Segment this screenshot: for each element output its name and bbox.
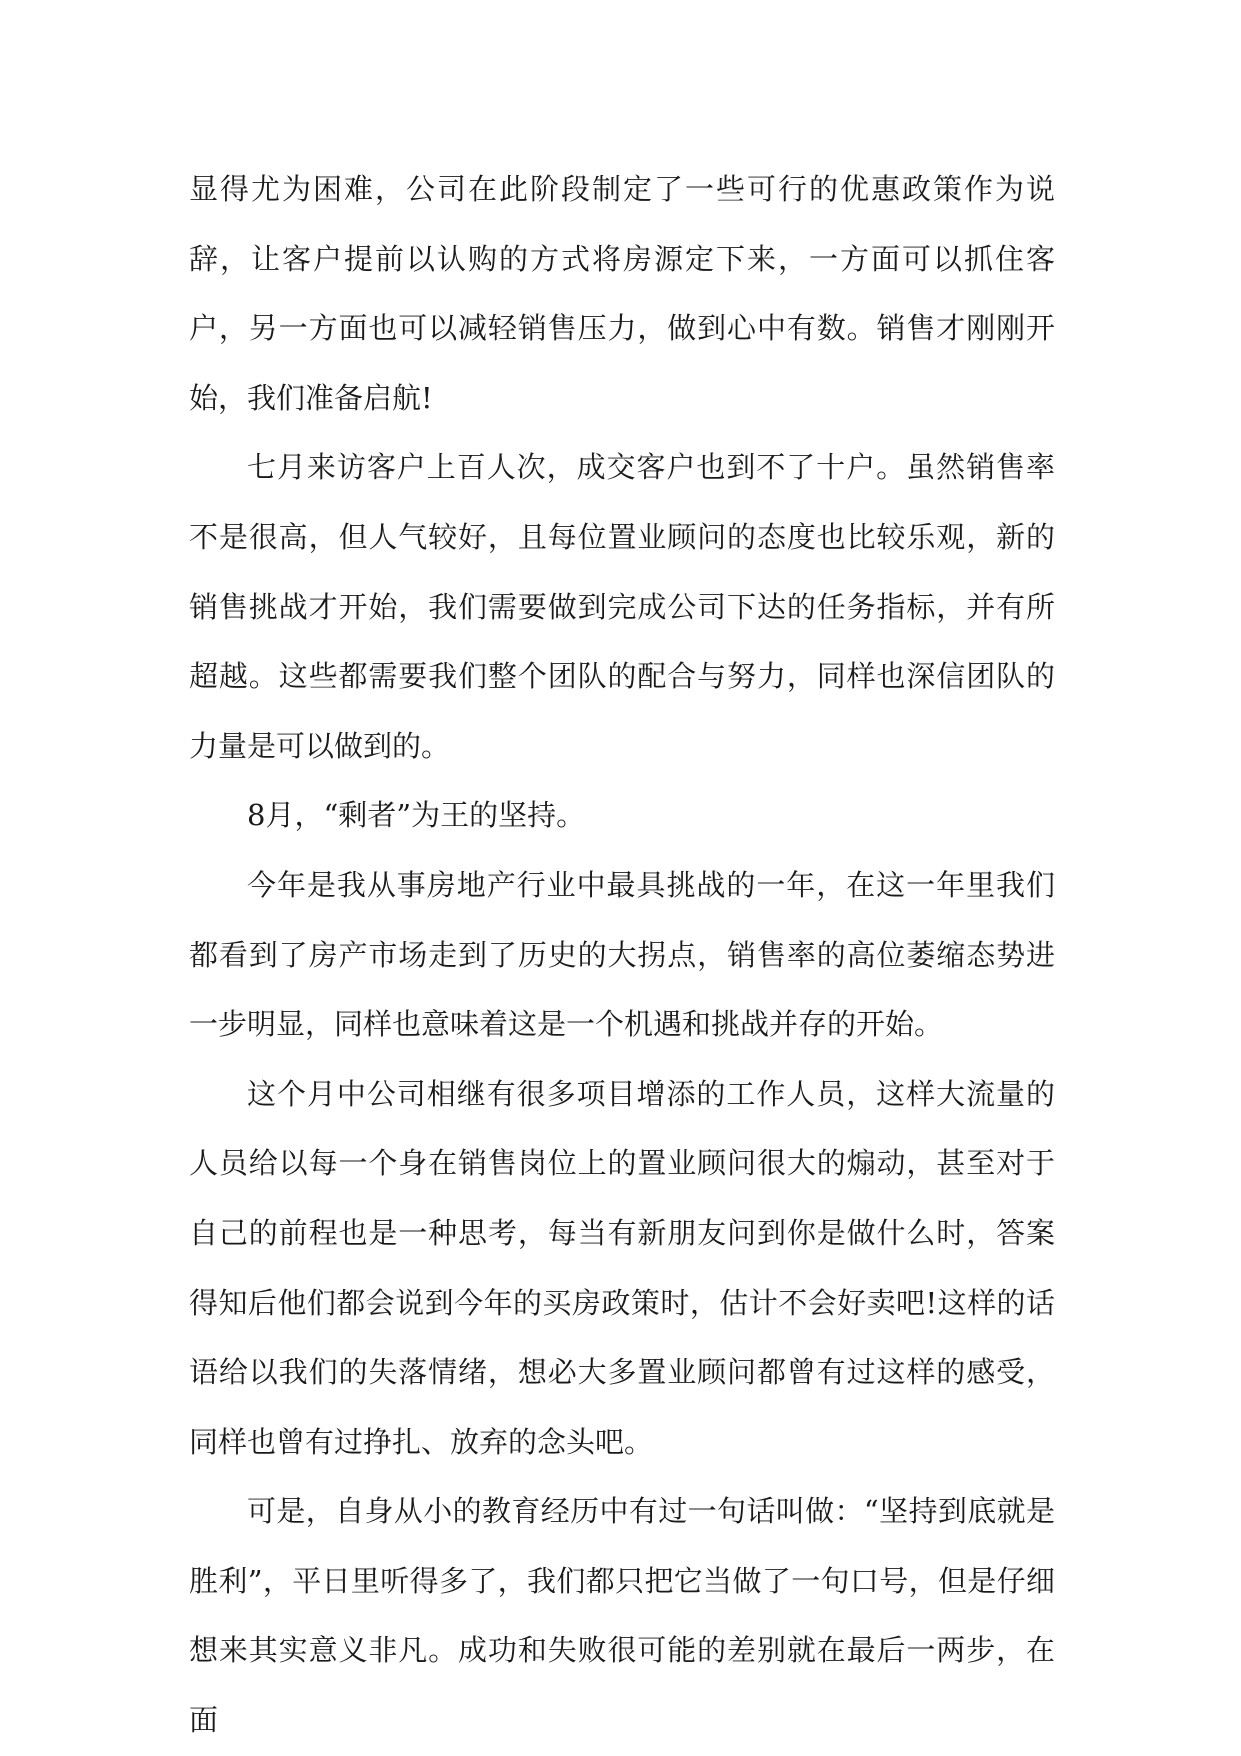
document-body <box>189 155 1055 1756</box>
paragraph-1: 显得尤为困难，公司在此阶段制定了一些可行的优惠政策作为说辞，让客户提前以认购的方式将房源定下来，一方面可以抓住客户，另一方面也可以减轻销售压力，做到心中有数。销售才刚刚开始，我们准备启航! <box>189 172 1055 415</box>
paragraph-3-heading: 8月，“剩者”为王的坚持。 <box>247 798 586 833</box>
paragraph-2: 七月来访客户上百人次，成交客户也到不了十户。虽然销售率不是很高，但人气较好，且每位置业顾问的态度也比较乐观，新的销售挑战才开始，我们需要做到完成公司下达的任务指标，并有所超越。这些都需要我们整个团队的配合与努力，同样也深信团队的力量是可以做到的。 <box>189 450 1055 763</box>
paragraph-4: 今年是我从事房地产行业中最具挑战的一年，在这一年里我们都看到了房产市场走到了历史的大拐点，销售率的高位萎缩态势进一步明显，同样也意味着这是一个机遇和挑战并存的开始。 <box>189 867 1055 1042</box>
paragraph-6: 可是，自身从小的教育经历中有过一句话叫做：“坚持到底就是胜利”，平日里听得多了，我们都只把它当做了一句口号，但是仔细想来其实意义非凡。成功和失败很可能的差别就在最后一两步，在面 <box>189 1494 1055 1738</box>
paragraph-5: 这个月中公司相继有很多项目增添的工作人员，这样大流量的人员给以每一个身在销售岗位上的置业顾问很大的煽动，甚至对于自己的前程也是一种思考，每当有新朋友问到你是做什么时，答案得知后他们都会说到今年的买房政策时，估计不会好卖吧!这样的话语给以我们的失落情绪，想必大多置业顾问都曾有过这样的感受，同样也曾有过挣扎、放弃的念头吧。 <box>189 1076 1055 1459</box>
